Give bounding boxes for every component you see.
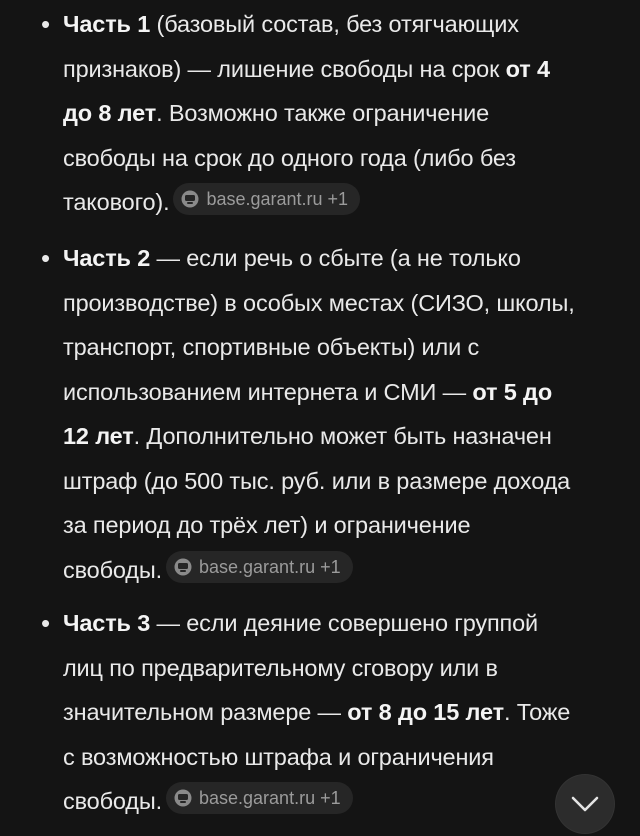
text-span: — если деяние совершено группой — [150, 610, 539, 636]
bullet-item-part-1 — [41, 2, 623, 225]
text-span: транспорт, спортивные объекты) или с — [63, 334, 480, 360]
source-favicon-icon — [174, 558, 192, 576]
source-chip[interactable] — [173, 183, 360, 215]
text-line — [63, 2, 623, 47]
text-line — [63, 47, 623, 92]
text-span: признаков) — лишение свободы на срок — [63, 55, 506, 82]
bold-text-span: до 8 лет — [63, 100, 157, 126]
text-line — [63, 503, 623, 548]
source-chip-label: base.garant.ru +1 — [199, 788, 341, 808]
text-span: лиц по предварительному сговору или в — [63, 654, 498, 681]
chevron-down-icon — [570, 795, 600, 813]
bold-text-span: от 4 — [505, 55, 550, 82]
text-line — [63, 91, 623, 136]
bold-text-span: от 8 до 15 лет — [347, 699, 504, 725]
bullet-dot: • — [41, 243, 50, 273]
text-line — [63, 325, 623, 370]
source-chip[interactable] — [166, 551, 353, 583]
bullet-text — [63, 236, 623, 592]
bold-text-span: Часть 1 — [63, 11, 151, 37]
text-line — [63, 136, 623, 181]
bullet-text — [63, 2, 623, 225]
text-span: — если речь о сбыте (а не только — [150, 245, 521, 271]
text-line — [63, 459, 623, 504]
bold-text-span: 12 лет — [63, 423, 134, 449]
text-span: свободы. — [63, 556, 162, 583]
text-span: свободы на срок до одного года (либо без — [63, 144, 516, 171]
bullet-dot: • — [41, 9, 50, 39]
source-favicon-icon — [181, 190, 199, 208]
text-line — [63, 548, 623, 593]
text-span: (базовый состав, без отягчающих — [150, 11, 519, 37]
text-span: . Тоже — [503, 699, 571, 725]
bullet-item-part-3 — [41, 601, 623, 824]
text-span: использованием интернета и СМИ — — [63, 378, 473, 405]
source-chip-label: base.garant.ru +1 — [199, 556, 341, 577]
text-line — [63, 601, 623, 646]
source-favicon-icon — [174, 789, 192, 807]
text-line — [63, 370, 623, 415]
scroll-down-button[interactable] — [556, 775, 614, 833]
bullet-dot: • — [41, 608, 50, 638]
text-line — [63, 690, 623, 735]
bold-text-span: от 5 до — [472, 378, 553, 405]
text-line — [63, 180, 623, 225]
text-span: с возможностью штрафа и ограничения — [63, 743, 494, 770]
text-line — [63, 779, 623, 824]
text-span: за период до трёх лет) и ограничение — [63, 512, 471, 538]
text-line — [63, 236, 623, 281]
text-span: такового). — [63, 189, 170, 215]
source-chip-label: base.garant.ru +1 — [206, 189, 349, 209]
source-chip[interactable] — [166, 782, 353, 814]
text-line — [63, 646, 623, 691]
bullet-text — [63, 601, 623, 824]
text-span: . Возможно также ограничение — [156, 100, 490, 126]
text-line — [63, 414, 623, 459]
text-span: производстве) в особых местах (СИЗО, школы, — [63, 289, 575, 316]
text-span: свободы. — [63, 788, 162, 814]
bold-text-span: Часть 3 — [63, 610, 151, 636]
text-line — [63, 735, 623, 780]
text-span: значительном размере — — [63, 699, 348, 725]
text-line — [63, 281, 623, 326]
text-span: штраф (до 500 тыс. руб. или в размере дохода — [63, 467, 571, 494]
bullet-item-part-2 — [41, 236, 623, 592]
text-span: . Дополнительно может быть назначен — [133, 423, 552, 449]
bold-text-span: Часть 2 — [63, 245, 151, 271]
